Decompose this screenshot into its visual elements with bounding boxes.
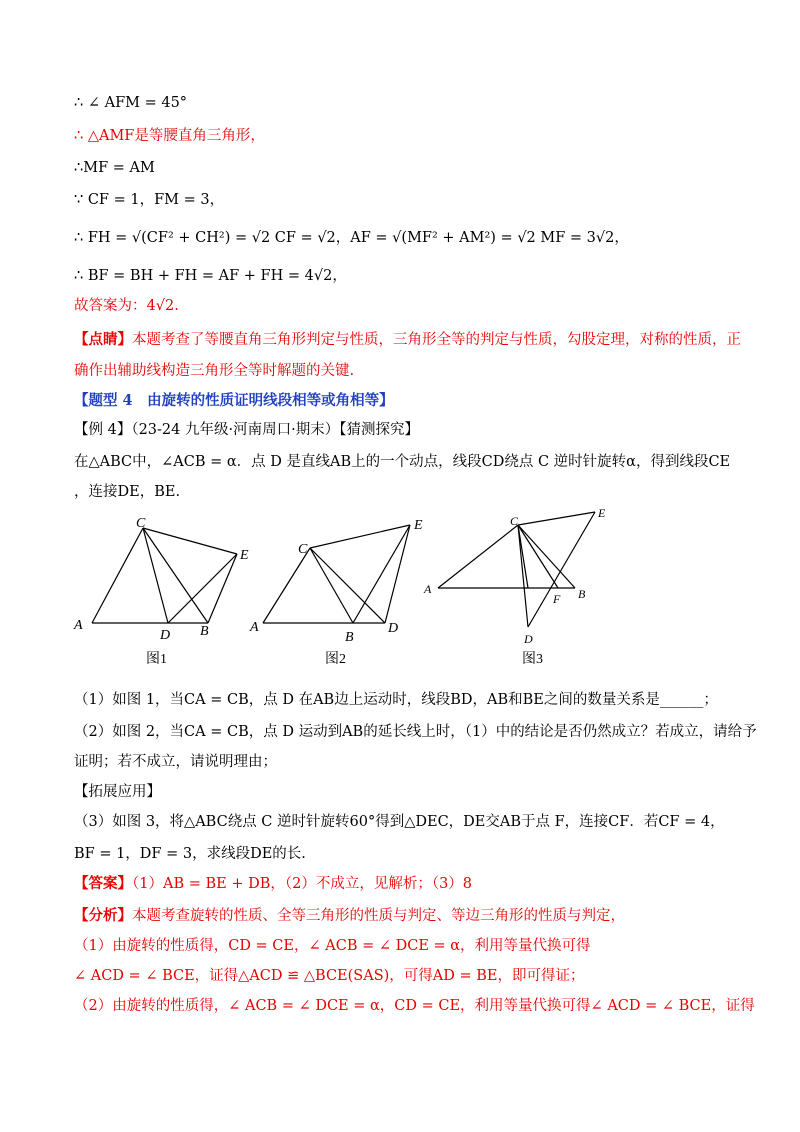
fig1-label-b: B bbox=[200, 624, 209, 639]
analysis-line-3: （2）由旋转的性质得，∠ ACB = ∠ DCE = α，CD = CE，利用等量代换可得∠ ACD = ∠ BCE，证得 bbox=[74, 998, 755, 1014]
fig3-label-b: B bbox=[578, 587, 586, 601]
fig1-caption: 图1 bbox=[146, 652, 167, 667]
question-3-line-2: BF = 1，DF = 3，求线段DE的长. bbox=[74, 846, 306, 862]
fig3-label-f: F bbox=[553, 592, 561, 606]
fig3-label-e: E bbox=[598, 506, 606, 520]
fig3-caption: 图3 bbox=[522, 652, 543, 667]
figure-3 bbox=[438, 512, 595, 627]
fig2-label-a: A bbox=[250, 620, 259, 635]
analysis-block bbox=[74, 906, 730, 926]
geometry-figures bbox=[60, 505, 740, 675]
text-line-2 bbox=[74, 126, 730, 146]
answer-tag: 【答案】 bbox=[74, 875, 132, 892]
text-line-6: ∴ BF = BH + FH = AF + FH = 4√2， bbox=[74, 268, 347, 284]
answer-line: 故答案为：4√2. bbox=[74, 298, 179, 314]
answer-text: （1）AB = BE + DB，（2）不成立，见解析；（3）8 bbox=[132, 876, 473, 892]
extension-heading: 【拓展应用】 bbox=[74, 784, 161, 800]
figure-1 bbox=[92, 528, 237, 623]
text-line-3: ∴MF = AM bbox=[74, 160, 155, 176]
analysis-line-1: （1）由旋转的性质得，CD = CE，∠ ACB = ∠ DCE = α，利用等量代换可得 bbox=[74, 938, 591, 954]
red-text: ∴ △AMF是等腰直角三角形， bbox=[74, 128, 265, 144]
fig3-label-d: D bbox=[524, 632, 533, 646]
text-line-5: ∴ FH = √(CF² + CH²) = √2 CF = √2，AF = √(MF² + AM²) = √2 MF = 3√2， bbox=[74, 230, 629, 246]
example-stem-1: 在△ABC中，∠ACB = α．点 D 是直线AB上的一个动点，线段CD绕点 C 逆时针旋转α，得到线段CE bbox=[74, 454, 731, 470]
question-2-line-1: （2）如图 2，当CA = CB，点 D 运动到AB的延长线上时，（1）中的结论是否仍然成立？若成立，请给予 bbox=[74, 724, 757, 740]
analysis-line-2: ∠ ACD = ∠ BCE，证得△ACD ≌ △BCE(SAS)，可得AD = BE，即可得证； bbox=[74, 968, 585, 984]
figure-2 bbox=[263, 525, 410, 623]
text-line-1: ∴ ∠ AFM = 45° bbox=[74, 95, 188, 111]
fig3-label-c: C bbox=[510, 514, 519, 528]
fig1-label-e: E bbox=[240, 548, 249, 563]
fig2-label-e: E bbox=[414, 518, 423, 533]
fig3-label-a: A bbox=[424, 582, 432, 596]
question-2-line-2: 证明；若不成立，请说明理由； bbox=[74, 754, 277, 770]
analysis-text: 本题考查旋转的性质、全等三角形的性质与判定、等边三角形的性质与判定， bbox=[132, 908, 625, 924]
example-header: 【例 4】（23-24 九年级·河南周口·期末）【猜测探究】 bbox=[74, 422, 419, 438]
section-title: 【题型 4 由旋转的性质证明线段相等或角相等】 bbox=[74, 392, 394, 409]
analysis-tag: 【分析】 bbox=[74, 907, 132, 924]
example-stem-2: ，连接DE，BE. bbox=[74, 484, 181, 500]
comment-line-1 bbox=[74, 330, 741, 350]
question-3-line-1: （3）如图 3，将△ABC绕点 C 逆时针旋转60°得到△DEC，DE交AB于点 F，连接CF．若CF = 4， bbox=[74, 814, 725, 830]
question-1: （1）如图 1，当CA = CB，点 D 在AB边上运动时，线段BD，AB和BE之间的数量关系是______； bbox=[74, 692, 718, 708]
fig1-label-a: A bbox=[74, 618, 83, 633]
comment-text-1: 本题考查了等腰直角三角形判定与性质，三角形全等的判定与性质，勾股定理，对称的性质，正 bbox=[132, 332, 741, 348]
fig1-label-d: D bbox=[160, 628, 171, 643]
fig2-label-b: B bbox=[345, 630, 354, 645]
fig2-label-d: D bbox=[388, 621, 399, 636]
comment-tag: 【点睛】 bbox=[74, 331, 132, 348]
answer-block bbox=[74, 874, 730, 894]
fig1-label-c: C bbox=[136, 516, 146, 531]
text-line-4: ∵ CF = 1，FM = 3， bbox=[74, 192, 225, 208]
fig2-caption: 图2 bbox=[325, 652, 346, 667]
fig2-label-c: C bbox=[298, 542, 308, 557]
comment-line-2: 确作出辅助线构造三角形全等时解题的关键. bbox=[74, 363, 355, 379]
